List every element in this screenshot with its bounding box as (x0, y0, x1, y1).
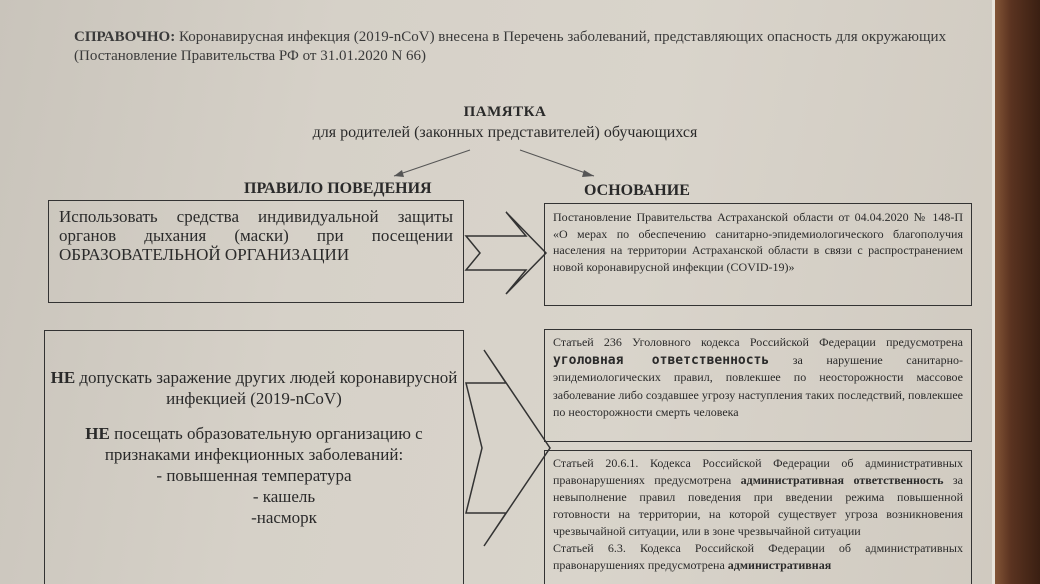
rule-masks-text: Использовать средства индивидуальной защиты органов дыхания (маски) при посещении (59, 207, 453, 245)
rule-no-attend-ne: НЕ (85, 424, 110, 443)
basis-criminal-post: за нарушение санитарно-эпидемиологических правил, повлекшее по неосторожности массовое заболевание либо создавшее угрозу наступления таких последствий, повлекшее по неосторожности смерть человека (553, 352, 964, 419)
basis-criminal-pre: Статьей 236 Уголовного кодекса Российской Федерации предусмотрена (553, 335, 963, 349)
column-heading-basis: ОСНОВАНИЕ (584, 182, 690, 199)
basis-admin-pre: Статьей 20.6.1. Кодекса Российской Федерации об административных правонарушениях предусмотрена (553, 456, 963, 487)
rule-no-infect-ne: НЕ (50, 368, 76, 387)
title-arrow-right-line (520, 150, 594, 176)
reference-note-text: Коронавирусная инфекция (2019-nCoV) внесена в Перечень заболеваний, представляющих опасность для окружающих (Постановление Правительства РФ от 31.01.2020 N 66) (74, 29, 947, 64)
rule-masks-caps: ОБРАЗОВАТЕЛЬНОЙ ОРГАНИЗАЦИИ (59, 245, 350, 264)
basis-admin2-bold: административная (727, 558, 832, 572)
basis-criminal-bold: уголовная ответственность (553, 352, 770, 368)
page-subtitle: для родителей (законных представителей) обучающихся (312, 124, 698, 141)
basis-admin2-pre: Статьей 6.3. Кодекса Российской Федерации об административных правонарушениях предусмотрена (553, 541, 963, 572)
rule-no-attend-text: посещать образовательную организацию с признаками инфекционных заболеваний: (104, 424, 423, 464)
basis-decree-text: Постановление Правительства Астраханской области от 04.04.2020 № 148-П «О мерах по обеспечению санитарно-эпидемиологического благополучия населения на территории Астраханской области в связи с распространением новой коронавирусной инфекции (COVID-19)» (553, 210, 963, 274)
basis-admin-post: за невыполнение правил поведения при введении режима повышенной готовности на территории, на которой существует угроза возникновения чрезвычайной ситуации, или в зоне чрезвычайной ситуации (553, 473, 963, 538)
rule-no-infect-text: допускать заражение других людей коронавирусной инфекцией (2019-nCoV) (75, 368, 458, 408)
reference-note-label: СПРАВОЧНО: (74, 29, 176, 45)
title-arrow-left-line (394, 150, 470, 176)
symptom-fever: - повышенная температура (156, 466, 352, 485)
arrow-rule1-to-basis (466, 212, 546, 294)
symptom-cough: - кашель (252, 487, 316, 506)
title-arrow-right-head (582, 170, 594, 177)
title-arrow-left-head (394, 170, 404, 177)
column-heading-rule: ПРАВИЛО ПОВЕДЕНИЯ (244, 180, 432, 197)
symptom-runny-nose: -насморк (251, 508, 317, 527)
basis-admin-bold: административная ответственность (740, 473, 944, 487)
arrow-rule2-to-basis (466, 350, 550, 546)
page-title: ПАМЯТКА (463, 104, 547, 120)
